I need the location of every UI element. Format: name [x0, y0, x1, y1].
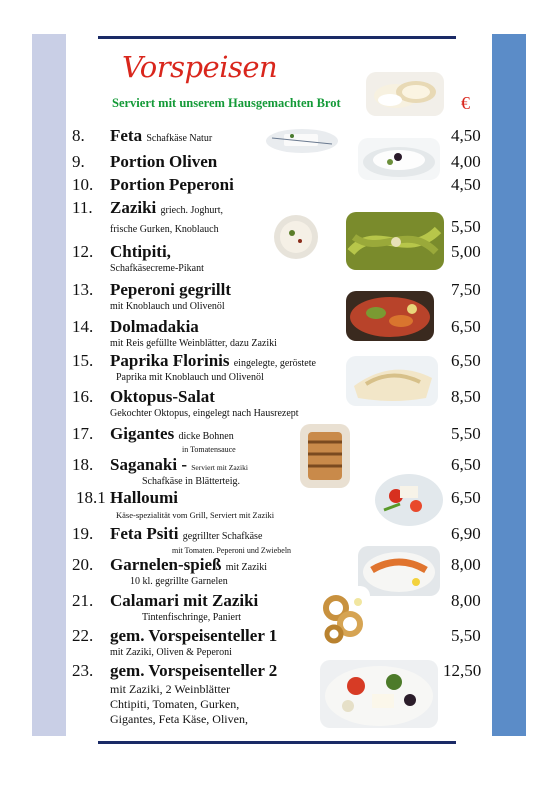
item-number: 18.	[72, 455, 94, 474]
item-number: 8.	[72, 126, 85, 145]
item-description: mit Knoblauch und Olivenöl	[110, 301, 225, 312]
item-inline-description: griech. Joghurt,	[160, 205, 224, 216]
item-price: 6,50	[451, 351, 481, 370]
peperoni-photo	[346, 212, 444, 270]
item-price: 8,50	[451, 387, 481, 406]
olives-photo	[358, 138, 440, 180]
item-price: 5,00	[451, 242, 481, 261]
item-description: Käse-spezialität vom Grill, Serviert mit Zaziki	[116, 510, 275, 520]
zaziki-photo	[270, 205, 322, 263]
item-number: 19.	[72, 524, 94, 543]
saganaki-photo	[300, 424, 350, 488]
item-inline-description: Schafkäse Natur	[146, 133, 213, 144]
item-name: Oktopus-Salat	[110, 387, 215, 406]
item-inline-description: gegrillter Schafkäse	[182, 531, 263, 542]
currency-symbol: €	[461, 93, 470, 113]
right-decorative-band	[492, 34, 526, 736]
item-name: Garnelen-spieß mit Zaziki	[110, 555, 268, 574]
item-price: 4,50	[451, 126, 481, 145]
item-name: gem. Vorspeisenteller 2	[110, 661, 278, 680]
item-price: 6,50	[451, 317, 481, 336]
item-description: Gigantes, Feta Käse, Oliven,	[110, 712, 248, 726]
item-description: mit Reis gefüllte Weinblätter, dazu Zaziki	[110, 338, 277, 349]
feta-psiti-photo	[370, 466, 448, 530]
feta-photo	[262, 124, 342, 158]
item-number: 10.	[72, 175, 94, 194]
item-price: 4,00	[451, 152, 481, 171]
item-name: Peperoni gegrillt	[110, 280, 232, 299]
left-decorative-band	[32, 34, 66, 736]
item-price: 4,50	[451, 175, 481, 194]
item-inline-description: dicke Bohnen	[178, 431, 234, 442]
item-price: 12,50	[443, 661, 482, 680]
item-number: 18.1	[76, 488, 106, 507]
item-number: 20.	[72, 555, 94, 574]
item-price: 5,50	[451, 424, 481, 443]
item-number: 22.	[72, 626, 94, 645]
menu-subtitle: Serviert mit unserem Hausgemachten Brot	[112, 96, 341, 110]
item-price: 6,90	[451, 524, 481, 543]
item-description: Tintenfischringe, Paniert	[142, 612, 242, 623]
item-description: in Tomatensauce	[182, 445, 236, 454]
calamari-photo	[314, 586, 370, 650]
item-number: 15.	[72, 351, 94, 370]
item-number: 21.	[72, 591, 94, 610]
item-name: Chtipiti,	[110, 242, 171, 261]
item-name: Zaziki griech. Joghurt,	[110, 198, 224, 217]
item-number: 11.	[72, 198, 93, 217]
item-description: frische Gurken, Knoblauch	[110, 224, 219, 235]
item-number: 14.	[72, 317, 94, 336]
item-description: Schafkäsecreme-Pikant	[110, 263, 204, 274]
item-name: Calamari mit Zaziki	[110, 591, 259, 610]
garnelen-photo	[358, 546, 440, 596]
item-name: gem. Vorspeisenteller 1	[110, 626, 278, 645]
menu-section-title: Vorspeisen	[122, 50, 278, 84]
item-price: 5,50	[451, 626, 481, 645]
item-description: Chtipiti, Tomaten, Gurken,	[110, 697, 240, 711]
dolmadakia-photo	[346, 291, 434, 341]
item-description: 10 kl. gegrillte Garnelen	[130, 576, 228, 587]
item-price: 6,50	[451, 455, 481, 474]
item-price: 8,00	[451, 591, 481, 610]
item-number: 13.	[72, 280, 94, 299]
top-divider	[98, 36, 456, 39]
item-description: mit Zaziki, Oliven & Peperoni	[110, 647, 232, 658]
item-price: 5,50	[451, 217, 481, 236]
item-number: 12.	[72, 242, 94, 261]
item-description: Gekochter Oktopus, eingelegt nach Hausrezept	[110, 408, 299, 419]
item-price: 7,50	[451, 280, 481, 299]
item-name: Portion Oliven	[110, 152, 218, 171]
bottom-divider	[98, 741, 456, 744]
item-name: Feta Psiti gegrillter Schafkäse	[110, 524, 263, 543]
item-inline-description: eingelegte, geröstete	[233, 358, 316, 369]
item-price: 6,50	[451, 488, 481, 507]
item-number: 17.	[72, 424, 94, 443]
item-number: 23.	[72, 661, 94, 680]
item-number: 16.	[72, 387, 94, 406]
octopus-photo	[346, 356, 438, 406]
item-number: 9.	[72, 152, 85, 171]
item-description: Schafkäse in Blätterteig.	[142, 476, 241, 487]
item-name: Gigantes dicke Bohnen	[110, 424, 234, 443]
item-name: Halloumi	[110, 488, 179, 507]
item-description: Paprika mit Knoblauch und Olivenöl	[116, 372, 264, 383]
item-description: mit Tomaten. Peperoni und Zwiebeln	[172, 546, 292, 555]
item-name: Portion Peperoni	[110, 175, 234, 194]
bread-photo	[366, 72, 444, 116]
item-inline-description: Serviert mit Zaziki	[191, 463, 248, 472]
item-inline-description: mit Zaziki	[225, 562, 268, 573]
item-name: Saganaki - Serviert mit Zaziki	[110, 455, 248, 474]
vorspeisenteller-photo	[320, 660, 438, 728]
item-name: Dolmadakia	[110, 317, 199, 336]
item-description: mit Zaziki, 2 Weinblätter	[110, 682, 231, 696]
item-name: Paprika Florinis eingelegte, geröstete	[110, 351, 316, 370]
item-name: Feta Schafkäse Natur	[110, 126, 213, 145]
item-price: 8,00	[451, 555, 481, 574]
